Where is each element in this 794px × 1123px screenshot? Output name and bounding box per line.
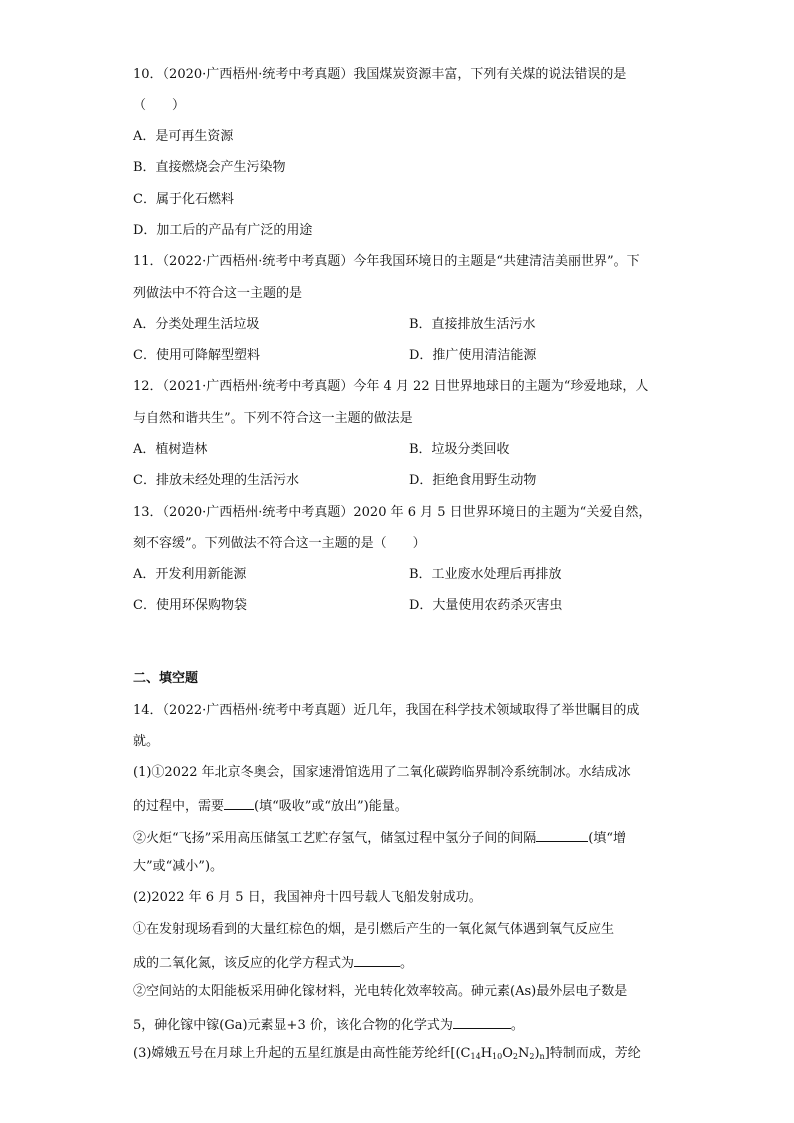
q13-option-a: A．开发利用新能源 bbox=[133, 567, 247, 582]
answer-blank[interactable] bbox=[536, 827, 588, 842]
q11-option-c: C．使用可降解型塑料 bbox=[133, 348, 260, 363]
q14-stem-line2: 就。 bbox=[133, 734, 160, 749]
answer-blank[interactable] bbox=[354, 952, 400, 967]
q14-part2-intro: (2)2022 年 6 月 5 日，我国神舟十四号载人飞船发射成功。 bbox=[133, 890, 482, 905]
q14-part1b-line1: ②火炬“飞扬”采用高压储氢工艺贮存氢气，储氢过程中氢分子间的间隔 (填“增 bbox=[133, 827, 626, 848]
q14-part2b-line1: ②空间站的太阳能板采用砷化镓材料，光电转化效率较高。砷元素(As)最外层电子数是 bbox=[133, 984, 628, 999]
q10-option-d: D．加工后的产品有广泛的用途 bbox=[133, 223, 313, 238]
q13-option-c: C．使用环保购物袋 bbox=[133, 598, 247, 613]
q14-part2a-line2: 成的二氧化氮，该反应的化学方程式为 。 bbox=[133, 952, 413, 973]
q12-option-c: C．排放未经处理的生活污水 bbox=[133, 473, 299, 488]
answer-blank[interactable] bbox=[453, 1014, 511, 1029]
q14-part1-line2: 的过程中，需要 (填“吸收”或“放出”)能量。 bbox=[133, 795, 408, 816]
q10-option-c: C．属于化石燃料 bbox=[133, 192, 234, 207]
q11-option-b: B．直接排放生活污水 bbox=[409, 317, 536, 332]
answer-blank[interactable] bbox=[224, 795, 254, 810]
q12-option-b: B．垃圾分类回收 bbox=[409, 442, 510, 457]
q13-stem-line1: 13．（2020·广西梧州·统考中考真题）2020 年 6 月 5 日世界环境日的主题为“关爱自然， bbox=[133, 505, 652, 520]
q14-part2b-line2: 5，砷化镓中镓(Ga)元素显+3 价，该化合物的化学式为 。 bbox=[133, 1014, 524, 1035]
q13-option-b: B．工业废水处理后再排放 bbox=[409, 567, 562, 582]
q10-stem: 10．（2020·广西梧州·统考中考真题）我国煤炭资源丰富，下列有关煤的说法错误的是 bbox=[133, 67, 627, 82]
q14-part1b-line2: 大”或“减小”)。 bbox=[133, 859, 224, 874]
q10-option-a: A．是可再生资源 bbox=[133, 129, 234, 144]
q14-stem-line1: 14．（2022·广西梧州·统考中考真题）近几年，我国在科学技术领域取得了举世瞩目的成 bbox=[133, 703, 640, 718]
section-heading-fill-in: 二、填空题 bbox=[133, 671, 199, 686]
q14-part3-line1: (3)嫦娥五号在月球上升起的五星红旗是由高性能芳纶纤$[(C_{14}H_{10}O_2N_2)_n]$特制而成，芳纶 bbox=[133, 1046, 641, 1061]
q10-paren: （ ） bbox=[133, 98, 186, 113]
q12-stem-line2: 与自然和谐共生”。下列不符合这一主题的做法是 bbox=[133, 411, 413, 426]
q12-option-d: D．拒绝食用野生动物 bbox=[409, 473, 537, 488]
q12-stem-line1: 12．（2021·广西梧州·统考中考真题）今年 4 月 22 日世界地球日的主题为“珍爱地球，人 bbox=[133, 379, 649, 394]
q11-stem-line1: 11．（2022·广西梧州·统考中考真题）今年我国环境日的主题是“共建清洁美丽世界”。下 bbox=[133, 254, 640, 269]
q10-option-b: B．直接燃烧会产生污染物 bbox=[133, 160, 286, 175]
q12-option-a: A．植树造林 bbox=[133, 442, 208, 457]
q13-option-d: D．大量使用农药杀灭害虫 bbox=[409, 598, 563, 613]
q11-stem-line2: 列做法中不符合这一主题的是 bbox=[133, 286, 303, 301]
q13-stem-line2: 刻不容缓”。下列做法不符合这一主题的是（ ） bbox=[133, 536, 426, 551]
q14-part2a-line1: ①在发射现场看到的大量红棕色的烟，是引燃后产生的一氧化氮气体遇到氧气反应生 bbox=[133, 922, 615, 937]
q11-option-d: D．推广使用清洁能源 bbox=[409, 348, 537, 363]
q14-part1-line1: (1)①2022 年北京冬奥会，国家速滑馆选用了二氧化碳跨临界制冷系统制冰。水结成冰 bbox=[133, 765, 631, 780]
q11-option-a: A．分类处理生活垃圾 bbox=[133, 317, 260, 332]
